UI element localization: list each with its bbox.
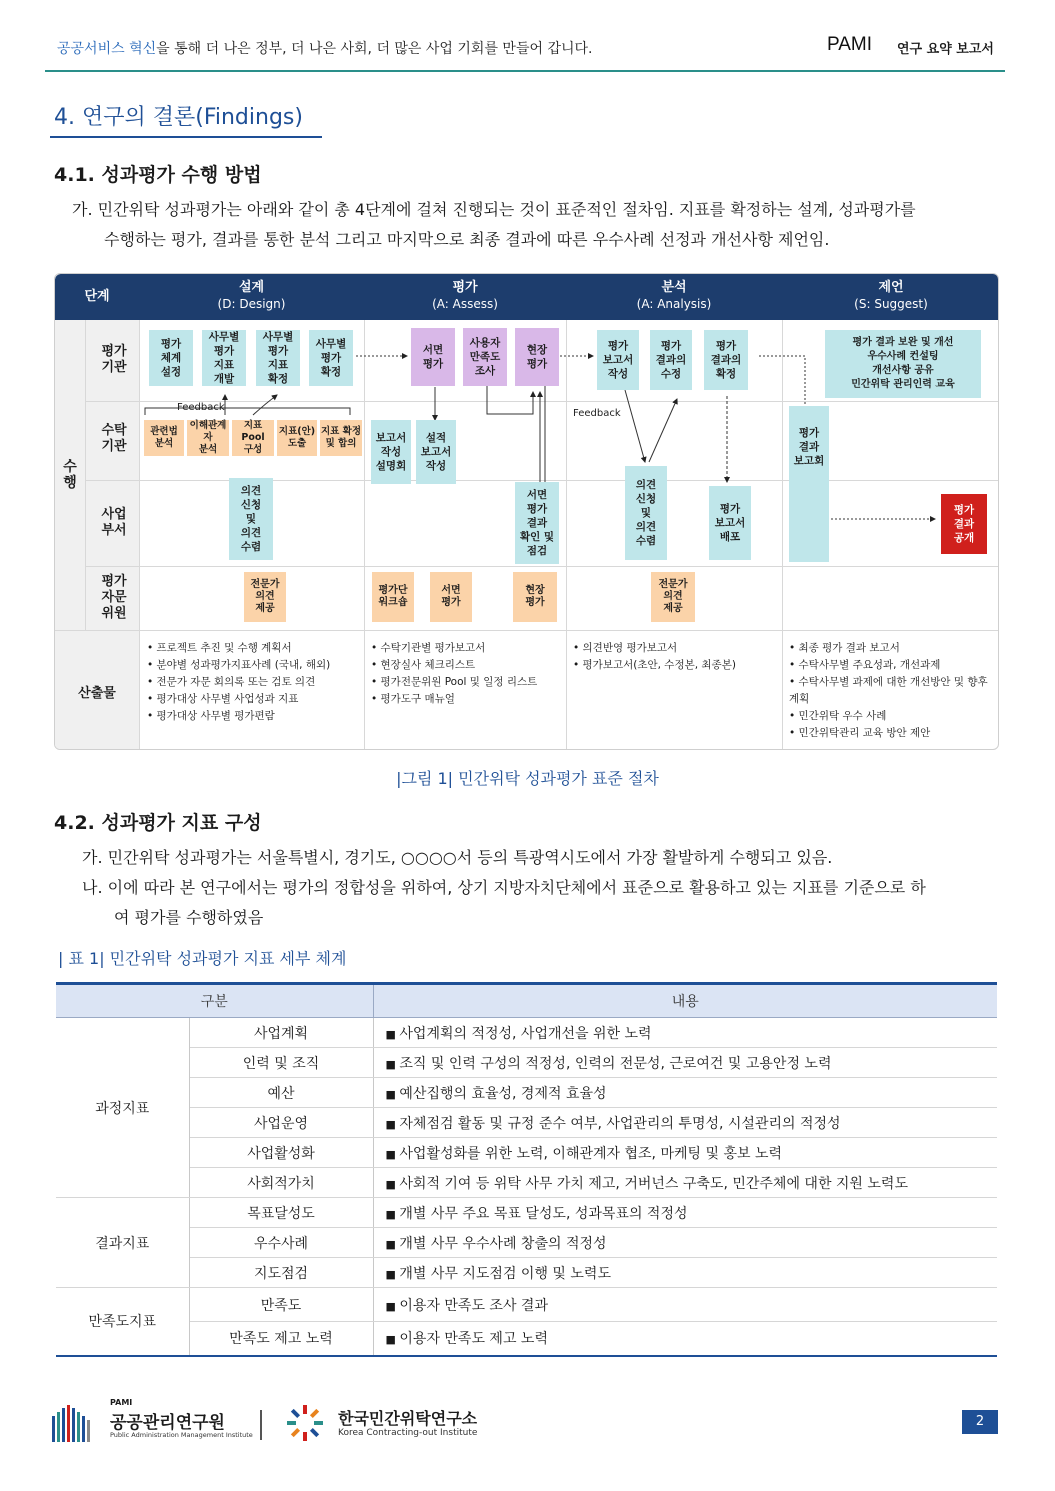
outputs-assess: [371, 640, 563, 708]
output-item: • 현장실사 체크리스트: [371, 657, 563, 674]
header-stage: 단계: [84, 289, 110, 304]
outputs-analysis: [573, 640, 779, 674]
sub-item: 지도점검: [189, 1258, 373, 1288]
kcoi-english: Korea Contracting-out Institute: [338, 1428, 478, 1438]
subsection-4-1-paragraph: [72, 195, 998, 255]
phase-name: 분석: [661, 280, 687, 295]
desc-item: ■ 개별 사무 지도점검 이행 및 노력도: [373, 1258, 997, 1288]
box-indicator-pool: 지표 Pool 구성: [232, 420, 274, 456]
box-opinion-design: 의견 신청 및 의견 수렴: [229, 478, 273, 560]
table-row: [56, 1018, 997, 1048]
slogan-rest: 을 통해 더 나은 정부, 더 나은 사회, 더 많은 사업 기회를 만들어 갑니다.: [156, 41, 593, 57]
sub-item: 사업운영: [189, 1108, 373, 1138]
row-label-evaluation-agency: 평가 기관: [101, 344, 127, 375]
table-row: [56, 1258, 997, 1288]
box-result-revision: 평가 결과의 수정: [650, 330, 692, 390]
phase-name: 설계: [238, 280, 265, 295]
phase-name: 평가: [452, 280, 478, 295]
sub-item: 만족도: [189, 1288, 373, 1322]
phase-name: 제언: [878, 280, 904, 295]
desc-item: ■ 자체점검 활동 및 규정 준수 여부, 사업관리의 투명성, 시설관리의 적정성: [373, 1108, 997, 1138]
box-evaluator-workshop: 평가단 워크숍: [372, 572, 414, 622]
sub-item: 사회적가치: [189, 1168, 373, 1198]
output-item: • 전문가 자문 회의록 또는 검토 의견: [147, 674, 361, 691]
output-item: • 평가도구 매뉴얼: [371, 691, 563, 708]
execution-text: 수 행: [63, 459, 77, 491]
pami-name: 공공관리연구원: [110, 1413, 225, 1433]
box-indicator-confirm: 사무별 평가 지표 확정: [256, 330, 300, 386]
row-label-contractor: 수탁 기관: [101, 423, 127, 454]
header-category: 구분: [56, 984, 373, 1018]
output-item: • 평가보고서(초안, 수정본, 최종본): [573, 657, 779, 674]
output-item: • 민간위탁 우수 사례: [789, 708, 995, 725]
subsection-4-2-paragraph: [82, 843, 998, 933]
box-eval-system: 평가 체계 설정: [149, 330, 193, 386]
box-site-eval-advisory: 현장 평가: [513, 572, 557, 622]
row-label-business-dept: 사업 부서: [101, 507, 127, 538]
sub-item: 목표달성도: [189, 1198, 373, 1228]
desc-item: ■ 사업계획의 적정성, 사업개선을 위한 노력: [373, 1018, 997, 1048]
desc-item: ■ 예산집행의 효율성, 경제적 효율성: [373, 1078, 997, 1108]
box-result-publication: 평가 결과 공개: [941, 494, 987, 554]
table-row: [56, 1288, 997, 1322]
output-item: • 수탁사무별 주요성과, 개선과제: [789, 657, 995, 674]
output-item: • 평가전문위원 Pool 및 일정 리스트: [371, 674, 563, 691]
sub-item: 사업계획: [189, 1018, 373, 1048]
header-brand: PAMI: [827, 34, 873, 55]
box-law-analysis: 관련법 분석: [144, 420, 184, 456]
box-report-writing: 평가 보고서 작성: [597, 330, 639, 390]
table-row: [56, 1198, 997, 1228]
table-caption: | 표 1| 민간위탁 성과평가 지표 세부 체계: [58, 949, 347, 968]
section-title-underline: [50, 136, 322, 138]
row-label-outputs: 산출물: [78, 685, 116, 701]
header-slogan: [57, 38, 592, 58]
box-report-briefing: 보고서 작성 설명회: [371, 420, 411, 484]
outputs-suggest: [789, 640, 995, 742]
table-row: [56, 1078, 997, 1108]
box-indicator-dev: 사무별 평가 지표 개발: [202, 330, 246, 386]
sub-item: 예산: [189, 1078, 373, 1108]
box-eval-confirm: 사무별 평가 확정: [309, 330, 353, 386]
output-item: • 평가대상 사무별 사업성과 지표: [147, 691, 361, 708]
box-stakeholder-analysis: 이해관계자 분석: [187, 420, 229, 456]
feedback-label-analysis: Feedback: [573, 408, 621, 419]
box-expert-analysis: 전문가 의견 제공: [651, 572, 695, 622]
slogan-highlight: 공공서비스 혁신: [57, 41, 157, 57]
phase-sub: (S: Suggest): [854, 297, 928, 311]
output-item: • 프로젝트 추진 및 수행 계획서: [147, 640, 361, 657]
sub-item: 만족도 제고 노력: [189, 1322, 373, 1356]
header-doc-title: 연구 요약 보고서: [897, 42, 994, 57]
phase-sub: (D: Design): [217, 297, 286, 311]
box-satisfaction-survey: 사용자 만족도 조사: [463, 328, 507, 386]
paragraph-line: 가. 민간위탁 성과평가는 서울특별시, 경기도, ○○○○서 등의 특광역시도에서 가장 활발하게 수행되고 있음.: [82, 848, 833, 867]
sub-item: 우수사례: [189, 1228, 373, 1258]
indicator-table: [56, 982, 997, 1357]
table-row: [56, 1048, 997, 1078]
desc-item: ■ 개별 사무 주요 목표 달성도, 성과목표의 적정성: [373, 1198, 997, 1228]
desc-item: ■ 이용자 만족도 조사 결과: [373, 1288, 997, 1322]
box-indicator-draft: 지표(안) 도출: [277, 420, 317, 456]
table-row: [56, 1138, 997, 1168]
box-opinion-analysis: 의견 신청 및 의견 수렴: [625, 466, 667, 560]
box-result-briefing: 평가 결과 보고회: [789, 406, 829, 562]
table-row: [56, 1108, 997, 1138]
page-number: 2: [962, 1410, 998, 1434]
page-header: [45, 30, 1005, 72]
phase-sub: (A: Analysis): [636, 297, 712, 311]
figure-caption: |그림 1| 민간위탁 성과평가 표준 절차: [396, 769, 659, 788]
subsection-4-2-title: 4.2. 성과평가 지표 구성: [54, 812, 262, 834]
desc-item: ■ 사회적 기여 등 위탁 사무 가치 제고, 거버넌스 구축도, 민간주체에 대한 지원 노력도: [373, 1168, 997, 1198]
subsection-4-1-title: 4.1. 성과평가 수행 방법: [54, 164, 262, 186]
procedure-figure: [54, 273, 999, 750]
box-document-eval: 서면 평가: [411, 328, 455, 386]
table-row: [56, 1228, 997, 1258]
pami-english: Public Administration Management Institute: [110, 1431, 253, 1439]
paragraph-line: 수행하는 평가, 결과를 통한 분석 그리고 마지막으로 최종 결과에 따른 우수사례 선정과 개선사항 제언임.: [104, 230, 830, 249]
box-document-check: 서면 평가 결과 확인 및 점검: [515, 482, 559, 564]
group-result: 결과지표: [56, 1198, 189, 1288]
output-item: • 의견반영 평가보고서: [573, 640, 779, 657]
box-performance-report: 설적 보고서 작성: [416, 420, 456, 484]
desc-item: ■ 이용자 만족도 제고 노력: [373, 1322, 997, 1356]
sub-item: 사업활성화: [189, 1138, 373, 1168]
table-header-row: [56, 984, 997, 1018]
box-document-eval-advisory: 서면 평가: [430, 572, 472, 622]
section-title: 4. 연구의 결론(Findings): [54, 105, 303, 130]
sub-item: 인력 및 조직: [189, 1048, 373, 1078]
desc-item: ■ 사업활성화를 위한 노력, 이해관계자 협조, 마케팅 및 홍보 노력: [373, 1138, 997, 1168]
group-process: 과정지표: [56, 1018, 189, 1198]
paragraph-line: 여 평가를 수행하였음: [114, 908, 264, 927]
group-satisfaction: 만족도지표: [56, 1288, 189, 1356]
table-row: [56, 1168, 997, 1198]
table-row: [56, 1322, 997, 1356]
box-report-distribution: 평가 보고서 배포: [709, 486, 751, 560]
paragraph-line: 가. 민간위탁 성과평가는 아래와 같이 총 4단계에 걸쳐 진행되는 것이 표준적인 절차임. 지표를 확정하는 설계, 성과평가를: [72, 200, 916, 219]
page-footer: [50, 1398, 1000, 1448]
box-expert-design: 전문가 의견 제공: [244, 572, 286, 622]
output-item: • 최종 평가 결과 보고서: [789, 640, 995, 657]
box-indicator-agreement: 지표 확정 및 합의: [320, 420, 362, 456]
header-content: 내용: [373, 984, 997, 1018]
pami-small-label: PAMI: [110, 1398, 133, 1407]
pami-logo-icon: [50, 1402, 98, 1444]
output-item: • 수탁기관별 평가보고서: [371, 640, 563, 657]
feedback-label-design: Feedback: [177, 402, 225, 413]
paragraph-line: 나. 이에 따라 본 연구에서는 평가의 정합성을 위하여, 상기 지방자치단체에서 표준으로 활용하고 있는 지표를 기준으로 하: [82, 878, 926, 897]
output-item: • 분야별 성과평가지표사례 (국내, 해외): [147, 657, 361, 674]
row-label-advisory: 평가 자문 위원: [101, 574, 127, 621]
footer-divider: [260, 1410, 262, 1440]
outputs-design: [147, 640, 361, 725]
box-improvement: 평가 결과 보완 및 개선 우수사례 컨설팅 개선사항 공유 민간위탁 관리인력 교육: [825, 330, 981, 398]
kcoi-name: 한국민간위탁연구소: [338, 1409, 478, 1428]
output-item: • 평가대상 사무별 평가편람: [147, 708, 361, 725]
box-site-eval: 현장 평가: [515, 328, 559, 386]
output-item: • 민간위탁관리 교육 방안 제안: [789, 725, 995, 742]
box-result-confirm: 평가 결과의 확정: [704, 330, 748, 390]
output-item: • 수탁사무별 과제에 대한 개선방안 및 향후계획: [789, 674, 995, 708]
phase-sub: (A: Assess): [432, 297, 498, 311]
desc-item: ■ 개별 사무 우수사례 창출의 적정성: [373, 1228, 997, 1258]
desc-item: ■ 조직 및 인력 구성의 적정성, 인력의 전문성, 근로여건 및 고용안정 노력: [373, 1048, 997, 1078]
kcoi-logo-icon: [284, 1402, 326, 1444]
